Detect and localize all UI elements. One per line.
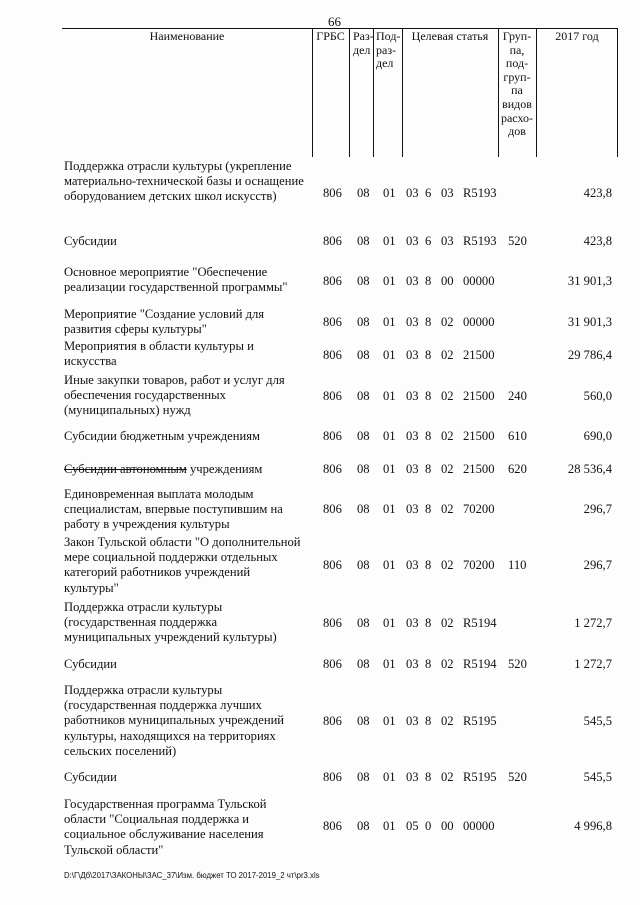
row-razdel: 08 [357, 348, 370, 362]
row-vid-rashodov: 620 [508, 462, 527, 476]
row-cs-subprogram: 8 [425, 714, 432, 728]
row-grbs: 806 [323, 462, 342, 476]
row-razdel: 08 [357, 657, 370, 671]
row-podrazdel: 01 [383, 819, 396, 833]
row-podrazdel: 01 [383, 429, 396, 443]
row-cs-direction: 00000 [463, 274, 495, 288]
row-cs-subprogram: 6 [425, 234, 432, 248]
header-podrazdel: Под- раз- дел [376, 29, 401, 71]
row-cs-event: 03 [441, 234, 454, 248]
row-name: Поддержка отрасли культуры (государственная поддержка муниципальных учреждений культуры) [64, 600, 277, 645]
row-podrazdel: 01 [383, 234, 396, 248]
row-cs-direction: 00000 [463, 315, 495, 329]
row-razdel: 08 [357, 274, 370, 288]
row-podrazdel: 01 [383, 186, 396, 200]
row-cs-program: 05 [406, 819, 419, 833]
row-razdel: 08 [357, 819, 370, 833]
row-grbs: 806 [323, 616, 342, 630]
row-cs-direction: 21500 [463, 462, 495, 476]
row-amount: 545,5 [583, 770, 612, 784]
row-name: Поддержка отрасли культуры (государственная поддержка лучших работников муниципальных учреждений культуры, находящихся на территориях сельских поселений) [64, 683, 285, 758]
row-cs-program: 03 [406, 234, 419, 248]
row-podrazdel: 01 [383, 462, 396, 476]
row-razdel: 08 [357, 186, 370, 200]
header-celevaya-statya: Целевая статья [411, 29, 489, 43]
row-name: Мероприятие "Создание условий для развития сферы культуры" [64, 307, 265, 337]
row-vid-rashodov: 240 [508, 389, 527, 403]
row-podrazdel: 01 [383, 657, 396, 671]
row-grbs: 806 [323, 714, 342, 728]
row-cs-event: 02 [441, 616, 454, 630]
row-vid-rashodov: 520 [508, 234, 527, 248]
row-cs-program: 03 [406, 714, 419, 728]
row-cs-subprogram: 8 [425, 429, 432, 443]
row-podrazdel: 01 [383, 389, 396, 403]
table-header [62, 28, 618, 157]
row-cs-program: 03 [406, 186, 419, 200]
row-grbs: 806 [323, 274, 342, 288]
header-divider [617, 29, 618, 157]
row-cs-direction: 21500 [463, 348, 495, 362]
row-cs-program: 03 [406, 502, 419, 516]
row-razdel: 08 [357, 616, 370, 630]
row-cs-program: 03 [406, 274, 419, 288]
row-razdel: 08 [357, 714, 370, 728]
row-name: Единовременная выплата молодым специалистам, впервые поступившим на работу в учреждения культуры [64, 487, 283, 532]
row-name: Субсидии бюджетным учреждениям [64, 429, 260, 443]
header-divider [536, 29, 537, 157]
row-razdel: 08 [357, 502, 370, 516]
header-divider [312, 29, 313, 157]
header-name: Наименование [149, 29, 225, 43]
row-razdel: 08 [357, 770, 370, 784]
row-podrazdel: 01 [383, 348, 396, 362]
row-amount: 545,5 [583, 714, 612, 728]
row-cs-program: 03 [406, 616, 419, 630]
row-cs-subprogram: 8 [425, 315, 432, 329]
row-cs-subprogram: 8 [425, 502, 432, 516]
row-grbs: 806 [323, 186, 342, 200]
header-razdel: Раз- дел [353, 29, 374, 57]
row-cs-direction: R5195 [463, 770, 497, 784]
header-year: 2017 год [555, 29, 599, 43]
row-cs-direction: R5195 [463, 714, 497, 728]
row-vid-rashodov: 520 [508, 657, 527, 671]
row-razdel: 08 [357, 315, 370, 329]
row-podrazdel: 01 [383, 274, 396, 288]
row-vid-rashodov: 520 [508, 770, 527, 784]
row-name: Иные закупки товаров, работ и услуг для обеспечения государственных (муниципальных) нужд [64, 373, 285, 418]
row-cs-event: 00 [441, 819, 454, 833]
row-amount: 29 786,4 [567, 348, 612, 362]
row-amount: 423,8 [583, 234, 612, 248]
row-amount: 1 272,7 [574, 616, 612, 630]
row-grbs: 806 [323, 657, 342, 671]
row-cs-event: 02 [441, 558, 454, 572]
row-cs-program: 03 [406, 462, 419, 476]
row-cs-event: 02 [441, 348, 454, 362]
row-podrazdel: 01 [383, 714, 396, 728]
row-razdel: 08 [357, 389, 370, 403]
row-cs-direction: 00000 [463, 819, 495, 833]
row-razdel: 08 [357, 462, 370, 476]
row-cs-program: 03 [406, 657, 419, 671]
row-cs-subprogram: 8 [425, 770, 432, 784]
row-cs-direction: R5193 [463, 186, 497, 200]
row-grbs: 806 [323, 819, 342, 833]
row-name [64, 462, 304, 477]
row-grbs: 806 [323, 770, 342, 784]
row-cs-program: 03 [406, 558, 419, 572]
row-grbs: 806 [323, 502, 342, 516]
row-amount: 31 901,3 [567, 274, 612, 288]
row-cs-event: 03 [441, 186, 454, 200]
row-amount: 296,7 [583, 558, 612, 572]
row-cs-event: 02 [441, 429, 454, 443]
row-cs-program: 03 [406, 389, 419, 403]
row-cs-subprogram: 8 [425, 348, 432, 362]
row-name: Основное мероприятие "Обеспечение реализации государственной программы" [64, 265, 288, 295]
row-podrazdel: 01 [383, 770, 396, 784]
row-name: Субсидии [64, 657, 117, 671]
row-cs-event: 02 [441, 657, 454, 671]
row-amount: 690,0 [583, 429, 612, 443]
row-name: Субсидии [64, 770, 117, 784]
row-cs-direction: R5194 [463, 657, 497, 671]
page-number: 66 [328, 14, 341, 29]
row-podrazdel: 01 [383, 502, 396, 516]
row-cs-subprogram: 8 [425, 462, 432, 476]
row-cs-event: 02 [441, 770, 454, 784]
row-name: Поддержка отрасли культуры (укрепление материально-технической базы и оснащение оборудованием детских школ искусств) [64, 159, 304, 204]
row-vid-rashodov: 110 [508, 558, 527, 572]
row-cs-event: 02 [441, 315, 454, 329]
row-grbs: 806 [323, 429, 342, 443]
row-amount: 423,8 [583, 186, 612, 200]
row-amount: 28 536,4 [567, 462, 612, 476]
row-cs-event: 02 [441, 389, 454, 403]
row-cs-direction: 70200 [463, 502, 495, 516]
row-grbs: 806 [323, 558, 342, 572]
row-cs-event: 02 [441, 502, 454, 516]
row-cs-subprogram: 8 [425, 389, 432, 403]
row-cs-direction: R5193 [463, 234, 497, 248]
header-grbs: ГРБС [316, 29, 345, 43]
row-name-strikethrough: Субсидии автономным [64, 462, 187, 476]
row-cs-subprogram: 8 [425, 558, 432, 572]
row-podrazdel: 01 [383, 616, 396, 630]
row-cs-program: 03 [406, 348, 419, 362]
row-cs-subprogram: 8 [425, 274, 432, 288]
row-grbs: 806 [323, 348, 342, 362]
row-amount: 31 901,3 [567, 315, 612, 329]
row-grbs: 806 [323, 234, 342, 248]
row-cs-event: 00 [441, 274, 454, 288]
row-cs-direction: 21500 [463, 429, 495, 443]
row-cs-event: 02 [441, 714, 454, 728]
row-amount: 1 272,7 [574, 657, 612, 671]
row-amount: 296,7 [583, 502, 612, 516]
header-gruppa-vidov-rashodov: Груп- па, под- груп- па видов расхо- дов [500, 29, 534, 139]
row-cs-subprogram: 8 [425, 616, 432, 630]
row-podrazdel: 01 [383, 315, 396, 329]
row-name: Мероприятия в области культуры и искусства [64, 339, 254, 369]
row-amount: 560,0 [583, 389, 612, 403]
row-cs-program: 03 [406, 429, 419, 443]
row-grbs: 806 [323, 315, 342, 329]
row-vid-rashodov: 610 [508, 429, 527, 443]
row-name: Субсидии [64, 234, 117, 248]
row-razdel: 08 [357, 558, 370, 572]
file-path-footer: D:\Г\Дб\2017\ЗАКОНЫ\ЗАС_37\Изм. бюджет ТО 2017-2019_2 чт\pr3.xls [64, 871, 320, 880]
row-name: Закон Тульской области "О дополнительной мере социальной поддержки отдельных категорий работников учреждений культуры" [64, 535, 301, 595]
row-cs-direction: R5194 [463, 616, 497, 630]
row-cs-subprogram: 6 [425, 186, 432, 200]
row-amount: 4 996,8 [574, 819, 612, 833]
row-name: Государственная программа Тульской области "Социальная поддержка и социальное обслуживание населения Тульской области" [64, 797, 267, 857]
row-cs-event: 02 [441, 462, 454, 476]
row-cs-subprogram: 0 [425, 819, 432, 833]
row-podrazdel: 01 [383, 558, 396, 572]
row-razdel: 08 [357, 429, 370, 443]
row-razdel: 08 [357, 234, 370, 248]
row-cs-subprogram: 8 [425, 657, 432, 671]
row-cs-program: 03 [406, 315, 419, 329]
row-cs-direction: 21500 [463, 389, 495, 403]
row-cs-program: 03 [406, 770, 419, 784]
row-cs-direction: 70200 [463, 558, 495, 572]
row-grbs: 806 [323, 389, 342, 403]
row-name-rest: учреждениям [186, 462, 263, 476]
